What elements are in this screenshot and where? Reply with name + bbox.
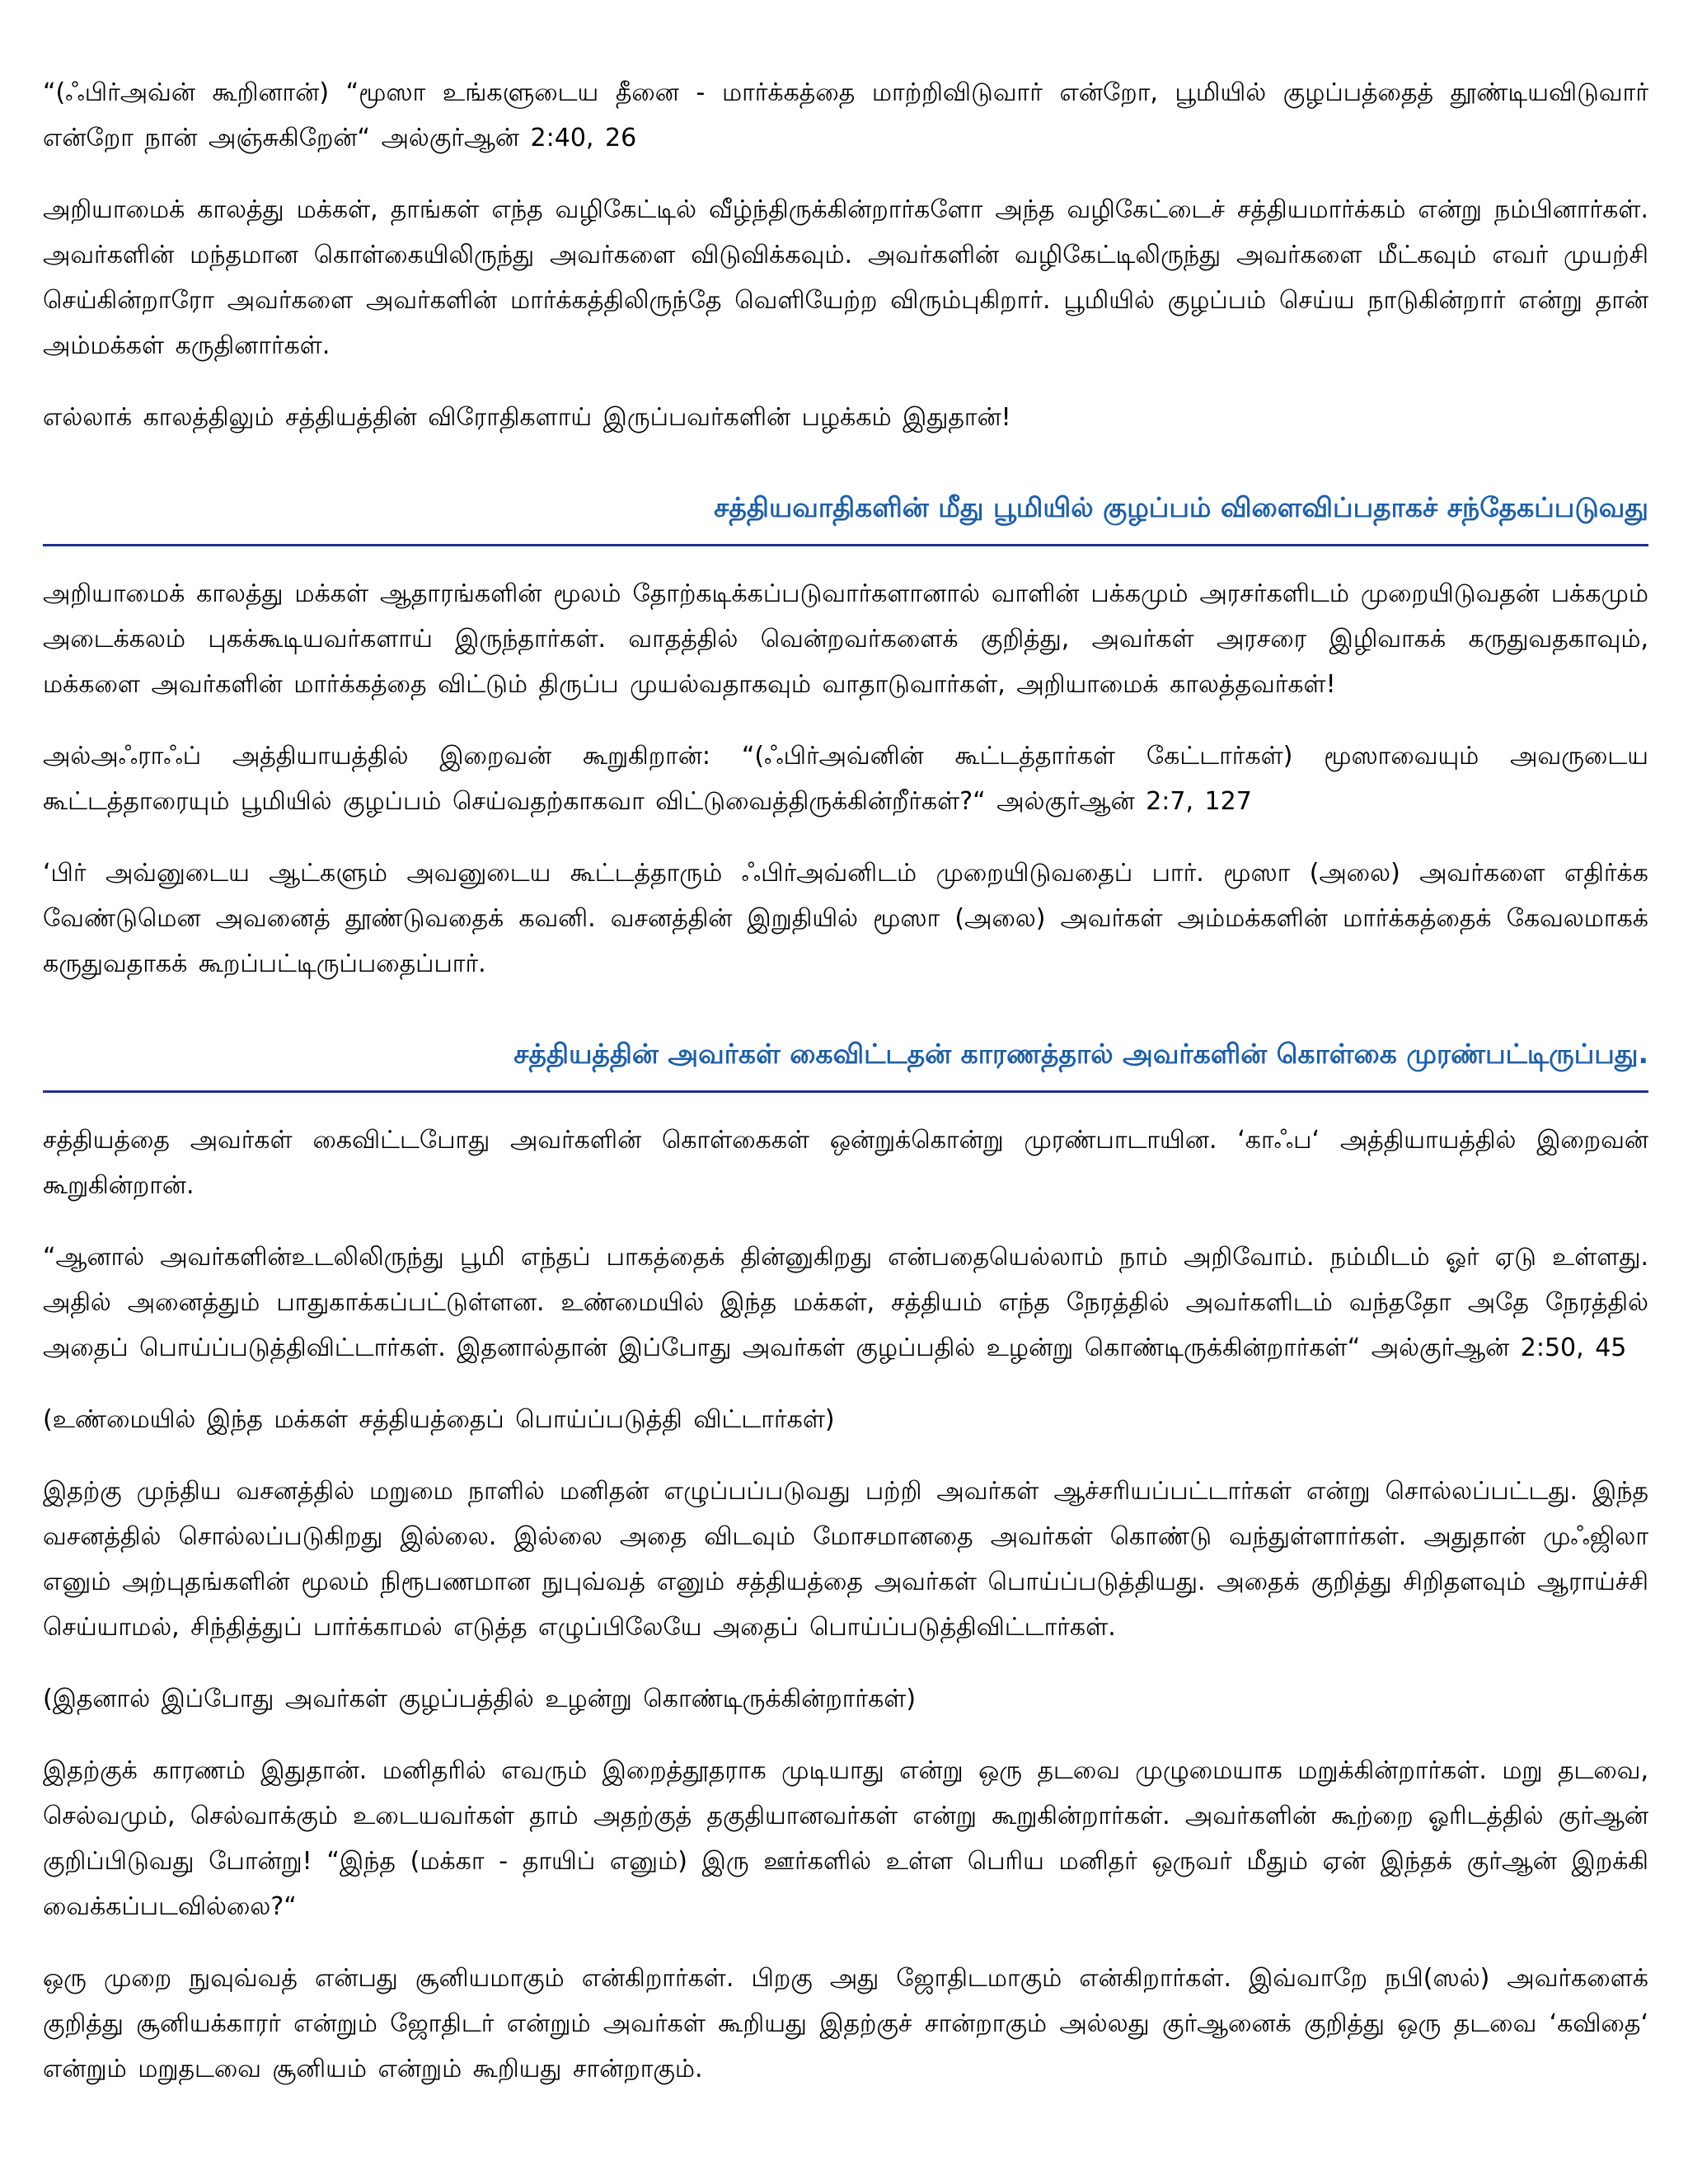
parenthetical-paragraph: (உண்மையில் இந்த மக்கள் சத்தியத்தைப் பொய்ப்படுத்தி விட்டார்கள்) [43, 1405, 835, 1434]
intro-block [43, 70, 1648, 440]
section-heading: சத்தியவாதிகளின் மீது பூமியில் குழப்பம் விளைவிப்பதாகச் சந்தேகப்படுவது [43, 488, 1648, 546]
section-suspicion-of-mischief [43, 488, 1648, 987]
body-paragraph: சத்தியத்தை அவர்கள் கைவிட்டபோது அவர்களின் கொள்கைகள் ஒன்றுக்கொன்று முரண்பாடாயின. ‘காஃப‘ அத்தியாயத்தில் இறைவன் கூறுகின்றான். [43, 1126, 1648, 1200]
body-paragraph: ஒரு முறை நுவுவ்வத் என்பது சூனியமாகும் என்கிறார்கள். பிறகு அது ஜோதிடமாகும் என்கிறார்கள். இவ்வாறே நபி(ஸல்) அவர்களைக் குறித்து சூனியக்காரர் என்றும் ஜோதிடர் என்றும் அவர்கள் கூறியது இதற்குச் சான்றாகும் அல்லது குர்ஆனைக் குறித்து ஒரு தடவை ‘கவிதை‘ என்றும் மறுதடவை சூனியம் என்றும் கூறியது சான்றாகும். [43, 1964, 1648, 2083]
parenthetical-paragraph: (இதனால் இப்போது அவர்கள் குழப்பத்தில் உழன்று கொண்டிருக்கின்றார்கள்) [43, 1685, 917, 1713]
body-paragraph: எல்லாக் காலத்திலும் சத்தியத்தின் விரோதிகளாய் இருப்பவர்களின் பழக்கம் இதுதான்! [43, 403, 1011, 432]
body-paragraph: அறியாமைக் காலத்து மக்கள், தாங்கள் எந்த வழிகேட்டில் வீழ்ந்திருக்கின்றார்களோ அந்த வழிகேட்டைச் சத்தியமார்க்கம் என்று நம்பினார்கள். அவர்களின் மந்தமான கொள்கையிலிருந்து அவர்களை விடுவிக்கவும். அவர்களின் வழிகேட்டிலிருந்து அவர்களை மீட்கவும் எவர் முயற்சி செய்கின்றாரோ அவர்களை அவர்களின் மார்க்கத்திலிருந்தே வெளியேற்ற விரும்புகிறார். பூமியில் குழப்பம் செய்ய நாடுகின்றார் என்று தான் அம்மக்கள் கருதினார்கள். [43, 195, 1648, 360]
body-paragraph: இதற்குக் காரணம் இதுதான். மனிதரில் எவரும் இறைத்தூதராக முடியாது என்று ஒரு தடவை முழுமையாக மறுக்கின்றார்கள். மறு தடவை, செல்வமும், செல்வாக்கும் உடையவர்கள் தாம் அதற்குத் தகுதியானவர்கள் என்று கூறுகின்றார்கள். அவர்களின் கூற்றை ஓரிடத்தில் குர்ஆன் குறிப்பிடுவது போன்று! “இந்த (மக்கா - தாயிப் எனும்) இரு ஊர்களில் உள்ள பெரிய மனிதர் ஒருவர் மீதும் ஏன் இந்தக் குர்ஆன் இறக்கி வைக்கப்படவில்லை?“ [43, 1756, 1648, 1921]
body-paragraph: இதற்கு முந்திய வசனத்தில் மறுமை நாளில் மனிதன் எழுப்பப்படுவது பற்றி அவர்கள் ஆச்சரியப்பட்டார்கள் என்று சொல்லப்பட்டது. இந்த வசனத்தில் சொல்லப்படுகிறது இல்லை. இல்லை அதை விடவும் மோசமானதை அவர்கள் கொண்டு வந்துள்ளார்கள். அதுதான் முஃஜிலா எனும் அற்புதங்களின் மூலம் நிரூபணமான நுபுவ்வத் எனும் சத்தியத்தை அவர்கள் பொய்ப்படுத்தியது. அதைக் குறித்து சிறிதளவும் ஆராய்ச்சி செய்யாமல், சிந்தித்துப் பார்க்காமல் எடுத்த எழுப்பிலேயே அதைப் பொய்ப்படுத்திவிட்டார்கள். [43, 1477, 1648, 1642]
quran-quote-paragraph: “ஆனால் அவர்களின்உடலிலிருந்து பூமி எந்தப் பாகத்தைக் தின்னுகிறது என்பதையெல்லாம் நாம் அறிவோம். நம்மிடம் ஓர் ஏடு உள்ளது. அதில் அனைத்தும் பாதுகாக்கப்பட்டுள்ளன. உண்மையில் இந்த மக்கள், சத்தியம் எந்த நேரத்தில் அவர்களிடம் வந்ததோ அதே நேரத்தில் அதைப் பொய்ப்படுத்திவிட்டார்கள். இதனால்தான் இப்போது அவர்கள் குழப்பதில் உழன்று கொண்டிருக்கின்றார்கள்“ அல்குர்ஆன் 2:50, 45 [43, 1243, 1648, 1362]
body-paragraph: அறியாமைக் காலத்து மக்கள் ஆதாரங்களின் மூலம் தோற்கடிக்கப்படுவார்களானால் வாளின் பக்கமும் அரசர்களிடம் முறையிடுவதன் பக்கமும் அடைக்கலம் புகக்கூடியவர்களாய் இருந்தார்கள். வாதத்தில் வென்றவர்களைக் குறித்து, அவர்கள் அரசரை இழிவாகக் கருதுவதகாவும், மக்களை அவர்களின் மார்க்கத்தை விட்டும் திருப்ப முயல்வதாகவும் வாதாடுவார்கள், அறியாமைக் காலத்தவர்கள்! [43, 579, 1648, 699]
quran-quote-paragraph: “(ஃபிர்அவ்ன் கூறினான்) “மூஸா உங்களுடைய தீனை - மார்க்கத்தை மாற்றிவிடுவார் என்றோ, பூமியில் குழப்பத்தைத் தூண்டியவிடுவார் என்றோ நான் அஞ்சுகிறேன்“ அல்குர்ஆன் 2:40, 26 [43, 78, 1648, 152]
quran-quote-paragraph: அல்அஃராஃப் அத்தியாயத்தில் இறைவன் கூறுகிறான்: “(ஃபிர்அவ்னின் கூட்டத்தார்கள் கேட்டார்கள்) மூஸாவையும் அவருடைய கூட்டத்தாரையும் பூமியில் குழப்பம் செய்வதற்காகவா விட்டுவைத்திருக்கின்றீர்கள்?“ அல்குர்ஆன் 2:7, 127 [43, 742, 1648, 816]
section-heading: சத்தியத்தின் அவர்கள் கைவிட்டதன் காரணத்தால் அவர்களின் கொள்கை முரண்பட்டிருப்பது. [43, 1034, 1648, 1093]
document-page [43, 70, 1648, 2118]
body-paragraph: ‘பிர் அவ்னுடைய ஆட்களும் அவனுடைய கூட்டத்தாரும் ஃபிர்அவ்னிடம் முறையிடுவதைப் பார். மூஸா (அலை) அவர்களை எதிர்க்க வேண்டுமென அவனைத் தூண்டுவதைக் கவனி. வசனத்தின் இறுதியில் மூஸா (அலை) அவர்கள் அம்மக்களின் மார்க்கத்தைக் கேவலமாகக் கருதுவதாகக் கூறப்பட்டிருப்பதைப்பார். [43, 859, 1648, 978]
section-contradiction-of-belief [43, 1034, 1648, 2092]
